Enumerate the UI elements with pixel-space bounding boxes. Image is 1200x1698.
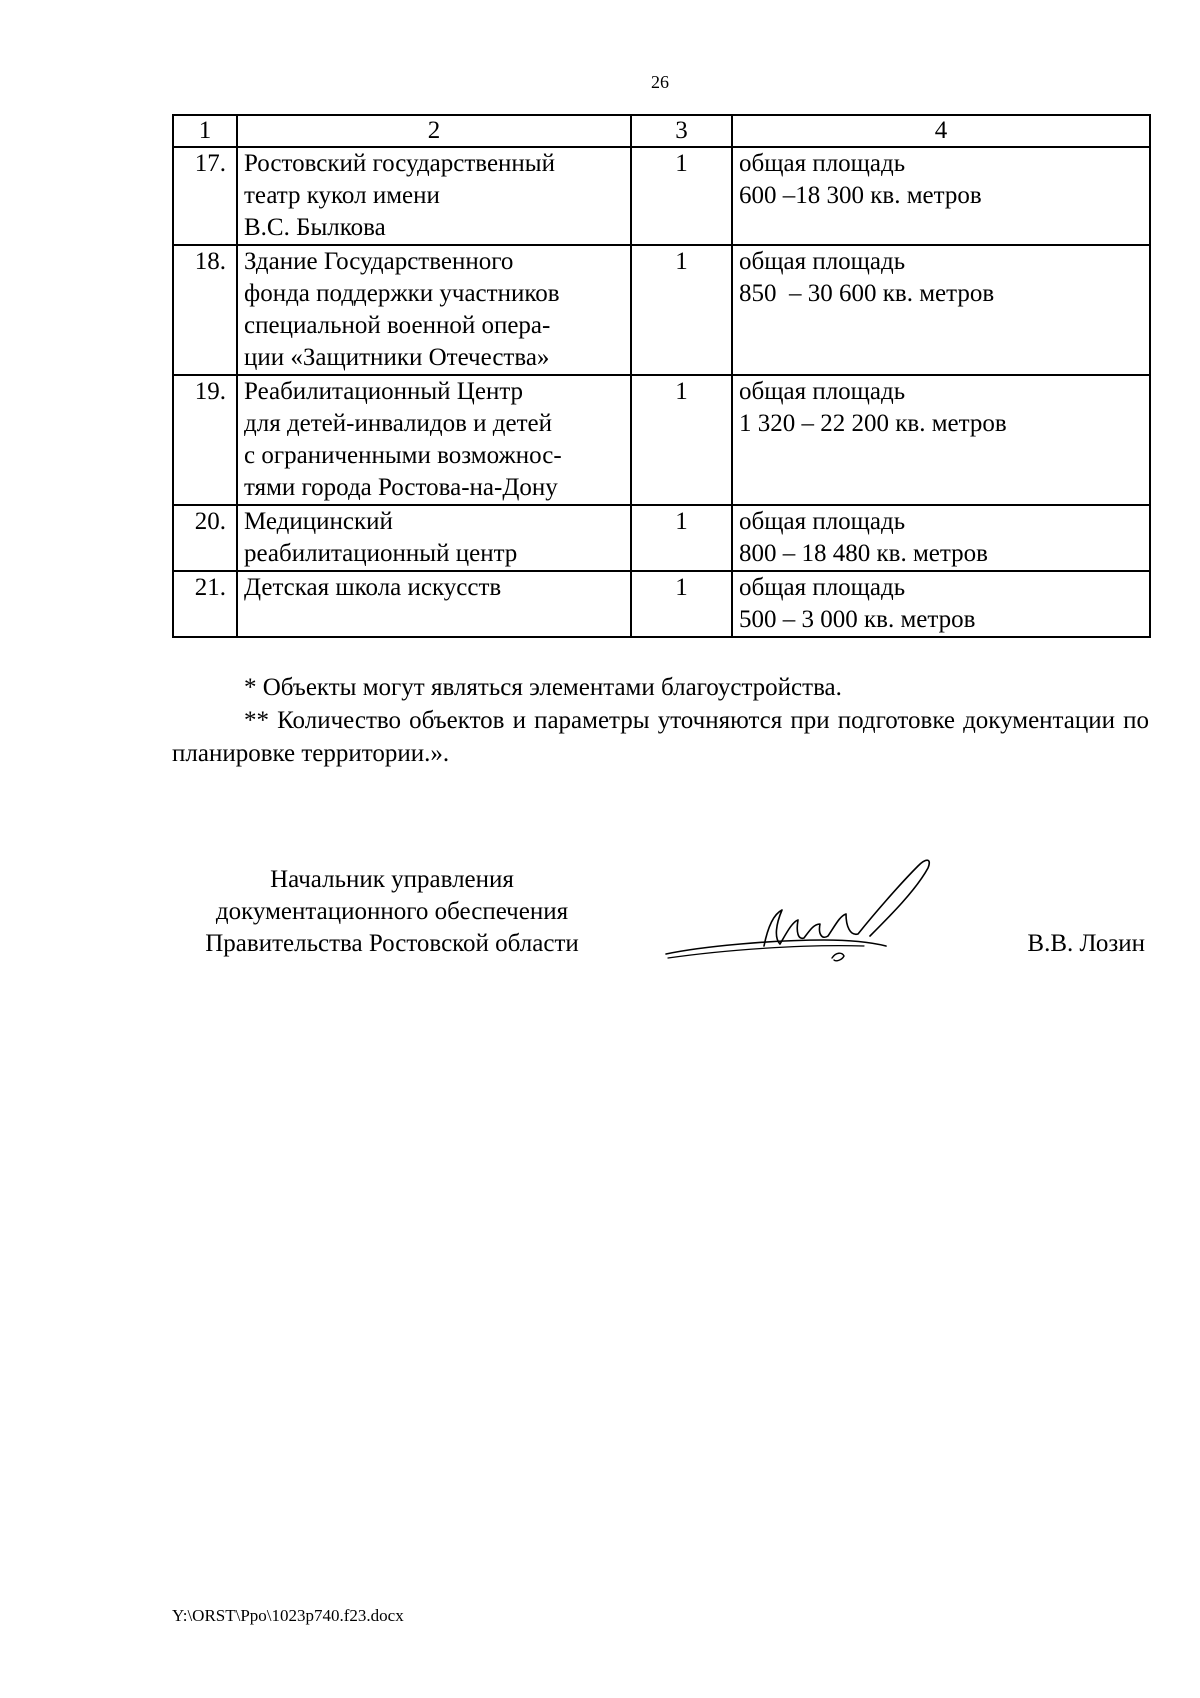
object-params-line: общая площадь — [739, 508, 906, 535]
object-params-line: общая площадь — [739, 248, 906, 275]
file-path: Y:\ORST\Ppo\1023p740.f23.docx — [172, 1606, 404, 1625]
object-name-line: В.С. Былкова — [244, 214, 386, 241]
object-name-line: специальной военной опера- — [244, 312, 551, 339]
table-row — [173, 375, 1150, 505]
footnotes — [172, 671, 1149, 770]
signer-position — [172, 864, 612, 960]
object-params-line: 800 – 18 480 кв. метров — [739, 540, 988, 567]
object-quantity: 1 — [631, 571, 732, 637]
object-quantity: 1 — [631, 505, 732, 571]
object-params-cell — [732, 571, 1150, 637]
header-cell: 3 — [631, 115, 732, 147]
footnote-quantity: ** Количество объектов и параметры уточняются при подготовке документации по планировке территории.». — [172, 707, 1149, 767]
table-row — [173, 571, 1150, 637]
header-cell: 1 — [173, 115, 237, 147]
object-name-line: с ограниченными возможнос- — [244, 442, 562, 469]
object-quantity: 1 — [631, 375, 732, 505]
object-params-line: общая площадь — [739, 378, 906, 405]
row-number: 17. — [173, 147, 237, 245]
object-name-line: театр кукол имени — [244, 182, 440, 209]
object-name-line: Медицинский — [244, 508, 393, 535]
signature-block — [172, 864, 1149, 984]
object-name-cell — [237, 375, 631, 505]
object-params-line: общая площадь — [739, 574, 906, 601]
object-params-cell — [732, 245, 1150, 375]
object-params-line: 500 – 3 000 кв. метров — [739, 606, 976, 633]
object-params-line: 600 –18 300 кв. метров — [739, 182, 982, 209]
object-name-cell — [237, 245, 631, 375]
page-number: 26 — [651, 72, 669, 92]
object-params-cell — [732, 505, 1150, 571]
signer-position-line: Начальник управления — [270, 866, 514, 893]
object-name-line: фонда поддержки участников — [244, 280, 560, 307]
header-cell: 2 — [237, 115, 631, 147]
object-name-line: ции «Защитники Отечества» — [244, 344, 550, 371]
objects-table — [172, 114, 1151, 638]
table-row — [173, 505, 1150, 571]
object-name-cell — [237, 147, 631, 245]
signer-name: В.В. Лозин — [1027, 930, 1145, 957]
signer-position-line: Правительства Ростовской области — [205, 930, 579, 957]
object-quantity: 1 — [631, 147, 732, 245]
object-name-line: для детей-инвалидов и детей — [244, 410, 553, 437]
object-name-line: тями города Ростова-на-Дону — [244, 474, 558, 501]
table-header-row — [173, 115, 1150, 147]
object-name-line: Детская школа искусств — [244, 574, 502, 601]
object-name-line: Здание Государственного — [244, 248, 514, 275]
object-params-line: 850 – 30 600 кв. метров — [739, 280, 995, 307]
object-params-cell — [732, 147, 1150, 245]
row-number: 18. — [173, 245, 237, 375]
object-params-line: общая площадь — [739, 150, 906, 177]
object-quantity: 1 — [631, 245, 732, 375]
row-number: 19. — [173, 375, 237, 505]
object-name-line: Реабилитационный Центр — [244, 378, 524, 405]
header-cell: 4 — [732, 115, 1150, 147]
object-name-cell — [237, 571, 631, 637]
row-number: 21. — [173, 571, 237, 637]
object-params-cell — [732, 375, 1150, 505]
footnote-objects: * Объекты могут являться элементами благоустройства. — [244, 674, 842, 701]
object-name-cell — [237, 505, 631, 571]
row-number: 20. — [173, 505, 237, 571]
handwritten-signature — [664, 854, 934, 966]
object-name-line: Ростовский государственный — [244, 150, 555, 177]
table-row — [173, 147, 1150, 245]
signer-position-line: документационного обеспечения — [215, 898, 569, 925]
object-name-line: реабилитационный центр — [244, 540, 518, 567]
object-params-line: 1 320 – 22 200 кв. метров — [739, 410, 1007, 437]
table-row — [173, 245, 1150, 375]
